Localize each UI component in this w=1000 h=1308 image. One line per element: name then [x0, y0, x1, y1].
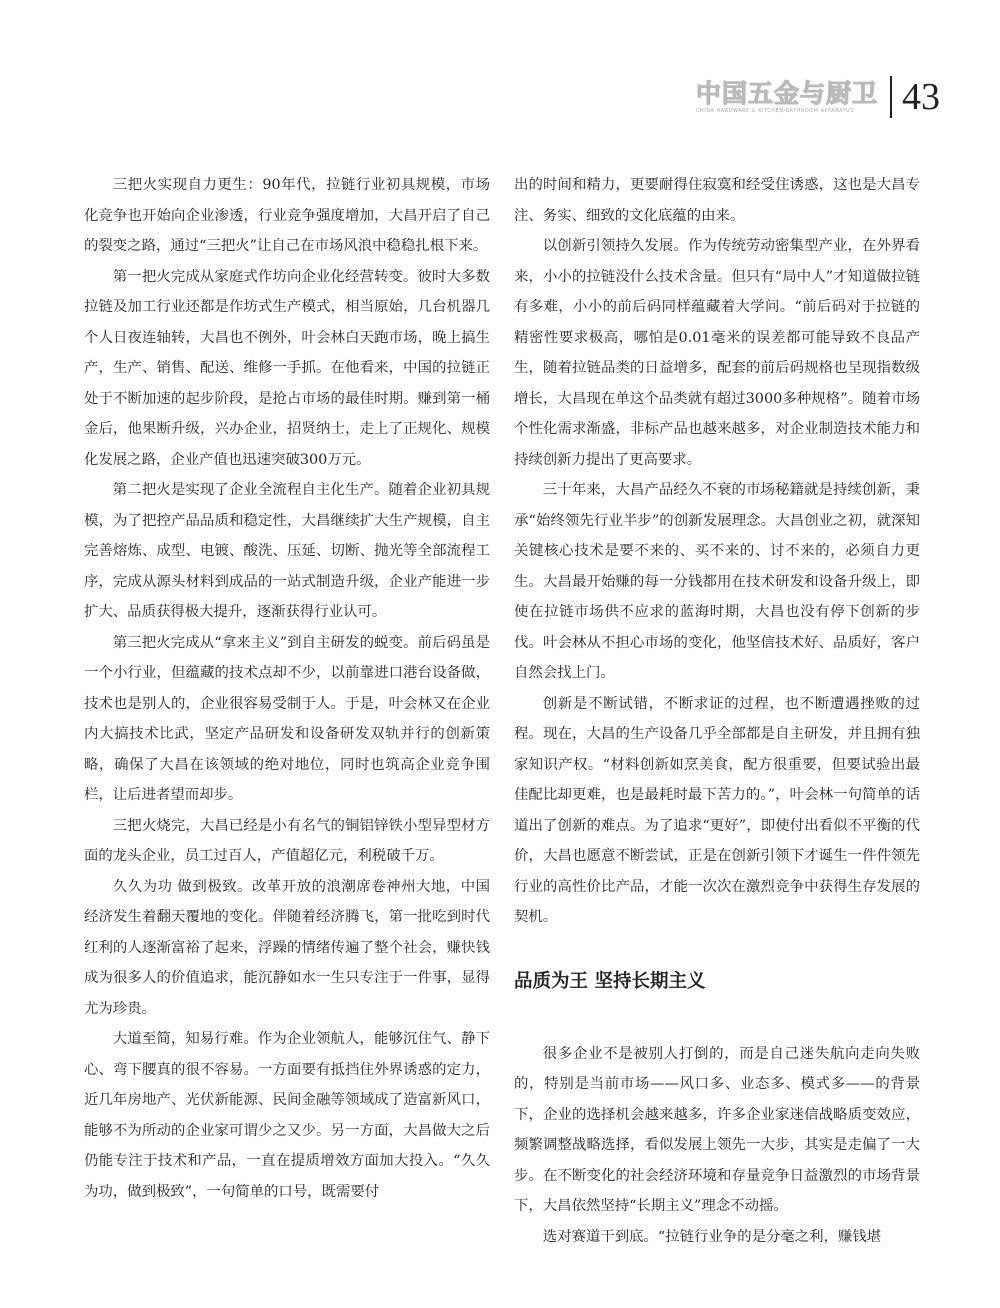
- right-column: [514, 170, 920, 1252]
- body-paragraph: 很多企业不是被别人打倒的，而是自己迷失航向走向失败的，特别是当前市场——风口多、业态多、模式多——的背景下，企业的选择机会越来越多，许多企业家迷信战略质变效应，频繁调整战略选择，看似发展上领先一大步，其实是走偏了一大步。在不断变化的社会经济环境和存量竞争日益激烈的市场背景下，大昌依然坚持“长期主义”理念不动摇。: [514, 1045, 920, 1214]
- body-paragraph: 三十年来，大昌产品经久不衰的市场秘籍就是持续创新，秉承“始终领先行业半步”的创新发展理念。大昌创业之初，就深知关键核心技术是要不来的、买不来的、讨不来的，必须自力更生。大昌最开始赚的每一分钱都用在技术研发和设备升级上，即使在拉链市场供不应求的蓝海时期，大昌也没有停下创新的步伐。叶会林从不担心市场的变化，他坚信技术好、品质好，客户自然会找上门。: [514, 482, 920, 681]
- body-paragraph: 大道至简，知易行难。作为企业领航人，能够沉住气、静下心、弯下腰真的很不容易。一方面要有抵挡住外界诱惑的定力，近几年房地产、光伏新能源、民间金融等领域成了造富新风口，能够不为所动的企业家可谓少之又少。另一方面，大昌做大之后仍能专注于技术和产品，一直在提质增效方面加大投入。“久久为功，做到极致”，一句简单的口号，既需要付: [84, 1031, 490, 1200]
- body-paragraph: 第一把火完成从家庭式作坊向企业化经营转变。彼时大多数拉链及加工行业还都是作坊式生产模式，相当原始，几台机器几个人日夜连轴转，大昌也不例外，叶会林白天跑市场，晚上搞生产，生产、销售、配送、维修一手抓。在他看来，中国的拉链正处于不断加速的起步阶段，是抢占市场的最佳时期。赚到第一桶金后，他果断升级，兴办企业，招贤纳士，走上了正规化、规模化发展之路，企业产值也迅速突破300万元。: [84, 268, 490, 468]
- page-number: 43: [902, 76, 940, 118]
- body-paragraph: 三把火实现自力更生：90年代，拉链行业初具规模，市场化竞争也开始向企业渗透，行业竞争强度增加，大昌开启了自己的裂变之路，通过“三把火”让自己在市场风浪中稳稳扎根下来。: [84, 177, 490, 254]
- left-column: [84, 170, 490, 1207]
- magazine-logo-subtitle: CHINA HARDWARE & KITCHEN/BATHROOM APPARATUS: [695, 107, 854, 114]
- body-paragraph: 第三把火完成从“拿来主义”到自主研发的蜕变。前后码虽是一个小行业，但蕴藏的技术点却不少，以前靠进口港台设备做，技术也是别人的，企业很容易受制于人。于是，叶会林又在企业内大搞技术比武，坚定产品研发和设备研发双轨并行的创新策略，确保了大昌在该领域的绝对地位，同时也筑高企业竞争围栏，让后进者望而却步。: [84, 634, 490, 803]
- body-paragraph: 以创新引领持久发展。作为传统劳动密集型产业，在外界看来，小小的拉链没什么技术含量。但只有“局中人”才知道做拉链有多难，小小的前后码同样蕴藏着大学问。“前后码对于拉链的精密性要求极高，哪怕是0.01毫米的误差都可能导致不良品产生，随着拉链品类的日益增多，配套的前后码规格也呈现指数级增长，大昌现在单这个品类就有超过3000多种规格”。随着市场个性化需求渐盛，非标产品也越来越多，对企业制造技术能力和持续创新力提出了更高要求。: [514, 238, 920, 468]
- body-paragraph-continued: 出的时间和精力，更要耐得住寂寞和经受住诱惑，这也是大昌专注、务实、细致的文化底蕴的由来。: [514, 177, 920, 224]
- body-paragraph: 创新是不断试错，不断求证的过程，也不断遭遇挫败的过程。现在，大昌的生产设备几乎全部都是自主研发，并且拥有独家知识产权。“材料创新如烹美食，配方很重要，但要试验出最佳配比却更难，也是最耗时最下苦力的。”，叶会林一句简单的话道出了创新的难点。为了追求“更好”，即使付出看似不平衡的代价，大昌也愿意不断尝试，正是在创新引领下才诞生一件件领先行业的高性价比产品，才能一次次在激烈竞争中获得生存发展的契机。: [514, 695, 920, 925]
- page-header: [696, 72, 940, 122]
- body-paragraph: 久久为功 做到极致。改革开放的浪潮席卷神州大地，中国经济发生着翻天覆地的变化。伴随着经济腾飞，第一批吃到时代红利的人逐渐富裕了起来，浮躁的情绪传遍了整个社会，赚快钱成为很多人的价值追求，能沉静如水一生只专注于一件事，显得尤为珍贵。: [84, 878, 490, 1017]
- magazine-logo-text: 中国五金与厨卫: [695, 78, 878, 108]
- section-heading: 品质为王 坚持长期主义: [514, 970, 706, 992]
- body-paragraph: 第二把火是实现了企业全流程自主化生产。随着企业初具规模，为了把控产品品质和稳定性，大昌继续扩大生产规模，自主完善熔炼、成型、电镀、酸洗、压延、切断、抛光等全部流程工序，完成从源头材料到成品的一站式制造升级，企业产能进一步扩大、品质获得极大提升，逐渐获得行业认可。: [84, 482, 490, 620]
- body-paragraph: 选对赛道干到底。“拉链行业争的是分毫之利，赚钱堪: [542, 1228, 882, 1245]
- body-paragraph: 三把火烧完，大昌已经是小有名气的铜铝锌铁小型异型材方面的龙头企业，员工过百人，产值超亿元，利税破千万。: [84, 817, 490, 864]
- magazine-logo: [696, 80, 878, 115]
- header-divider: [890, 76, 892, 118]
